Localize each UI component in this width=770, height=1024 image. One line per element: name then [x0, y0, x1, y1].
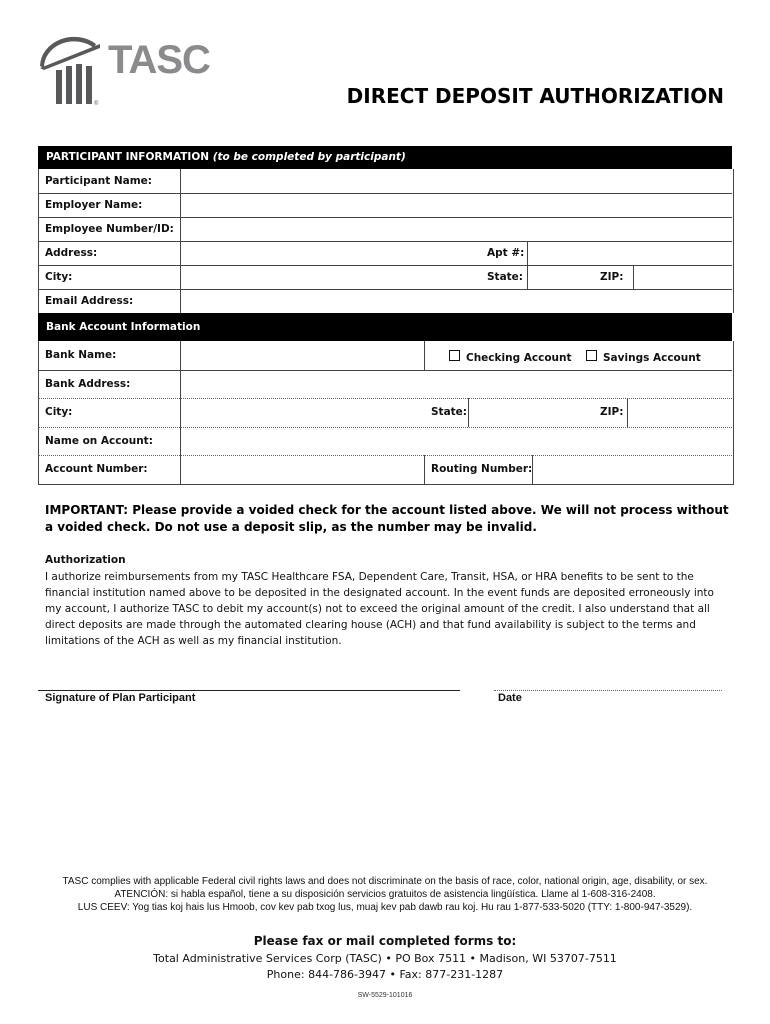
phone-fax-line: Phone: 844-786-3947 • Fax: 877-231-1287	[266, 968, 504, 981]
city-label: City:	[45, 271, 73, 283]
bank-address-field[interactable]	[181, 371, 731, 397]
apt-field[interactable]	[528, 242, 731, 264]
email-label: Email Address:	[45, 295, 134, 307]
zip-field[interactable]	[634, 266, 731, 288]
date-line[interactable]	[494, 690, 722, 691]
bank-state-label: State:	[431, 406, 468, 418]
important-notice: IMPORTANT: Please provide a voided check for the account listed above. We will not process without a voided check. Do not use a deposit slip, as the number may be invalid.	[45, 503, 729, 534]
bank-section-header	[38, 313, 732, 341]
account-number-label: Account Number:	[45, 463, 148, 475]
bank-address-label: Bank Address:	[45, 378, 131, 390]
employer-name-field[interactable]	[181, 194, 731, 216]
svg-text:®: ®	[94, 101, 99, 107]
state-label: State:	[487, 271, 524, 283]
city-field[interactable]	[181, 266, 481, 288]
apt-label: Apt #:	[487, 247, 525, 259]
signature-label: Signature of Plan Participant	[45, 692, 196, 704]
employee-id-label: Employee Number/ID:	[45, 223, 174, 235]
participant-section-header	[38, 146, 732, 169]
email-field[interactable]	[181, 290, 731, 312]
bank-city-label: City:	[45, 406, 73, 418]
name-on-account-label: Name on Account:	[45, 435, 153, 447]
bank-name-label: Bank Name:	[45, 349, 117, 361]
nondiscrimination-notice	[40, 875, 730, 914]
name-on-account-field[interactable]	[181, 428, 731, 454]
signature-line[interactable]	[38, 690, 460, 691]
fax-heading: Please fax or mail completed forms to:	[253, 934, 517, 948]
savings-account-label: Savings Account	[603, 352, 701, 364]
employer-name-label: Employer Name:	[45, 199, 143, 211]
logo-wordmark: TASC	[108, 38, 210, 82]
notice-line-3: LUS CEEV: Yog tias koj hais lus Hmoob, cov kev pab txog lus, muaj kev pab dawb rau koj. Hu rau 1-877-533-5020 (TTY: 1-800-947-3529).	[77, 902, 693, 913]
checking-account-label: Checking Account	[466, 352, 572, 364]
bank-city-field[interactable]	[181, 399, 421, 426]
bank-header-text: Bank Account Information	[46, 321, 201, 333]
employee-id-field[interactable]	[181, 218, 731, 240]
address-label: Address:	[45, 247, 98, 259]
notice-line-2: ATENCIÓN: si habla español, tiene a su disposición servicios gratuitos de asistencia lingüística. Llame al 1-608-316-2408.	[114, 889, 656, 900]
savings-account-checkbox[interactable]	[586, 350, 597, 361]
checking-account-checkbox[interactable]	[449, 350, 460, 361]
participant-name-label: Participant Name:	[45, 175, 153, 187]
date-label: Date	[498, 692, 522, 704]
bank-zip-label: ZIP:	[600, 406, 624, 418]
bank-zip-field[interactable]	[628, 399, 731, 426]
mailing-address: Total Administrative Services Corp (TASC) • PO Box 7511 • Madison, WI 53707-7511	[153, 952, 617, 965]
bank-name-field[interactable]	[181, 342, 423, 369]
state-field[interactable]	[528, 266, 588, 288]
account-number-field[interactable]	[181, 456, 423, 483]
notice-line-1: TASC complies with applicable Federal civil rights laws and does not discriminate on the basis of race, color, national origin, age, disability, or sex.	[62, 876, 708, 887]
address-field[interactable]	[181, 242, 481, 264]
routing-number-field[interactable]	[533, 456, 731, 483]
participant-name-field[interactable]	[181, 170, 731, 192]
participant-header-text: PARTICIPANT INFORMATION	[46, 151, 210, 163]
form-code: SW-5529-101016	[357, 992, 413, 999]
routing-number-label: Routing Number:	[431, 463, 533, 475]
authorization-heading: Authorization	[45, 554, 126, 566]
participant-header-note: (to be completed by participant)	[212, 151, 406, 163]
authorization-body: I authorize reimbursements from my TASC Healthcare FSA, Dependent Care, Transit, HSA, or HRA benefits to be sent to the financial institution named above to be deposited in the designated account. In the event funds are deposited erroneously into my account, I authorize TASC to debit my account(s) not to exceed the original amount of the credit. I also understand that all direct deposits are made through the automated clearing house (ACH) and that fund availability is subject to the terms and limitations of the ACH as well as my financial institution.	[45, 571, 714, 647]
page-title: DIRECT DEPOSIT AUTHORIZATION	[346, 84, 724, 108]
zip-label: ZIP:	[600, 271, 624, 283]
bank-state-field[interactable]	[469, 399, 589, 426]
